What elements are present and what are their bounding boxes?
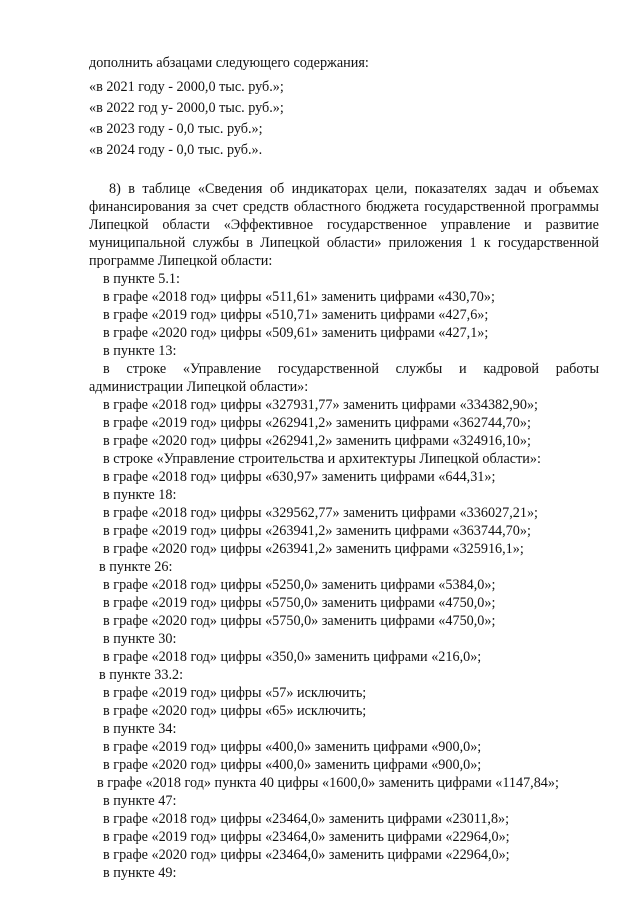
word: государственной	[277, 361, 379, 377]
point-heading: в пункте 13:	[103, 343, 177, 359]
word: объемах	[548, 181, 599, 197]
amendment-line: в графе «2020 год» цифры «5750,0» заменить цифрами «4750,0»;	[103, 613, 496, 629]
amendment-line: в графе «2019 год» цифры «5750,0» заменить цифрами «4750,0»;	[103, 595, 496, 611]
word: за	[195, 199, 207, 215]
amendment-line: в графе «2018 год» цифры «511,61» заменить цифрами «430,70»;	[103, 289, 495, 305]
word: бюджета	[366, 199, 420, 215]
word: 1	[469, 235, 477, 251]
row-heading-line: в строке «Управление строительства и архитектуры Липецкой области»:	[103, 451, 541, 467]
word: и	[533, 181, 542, 197]
section8-para-line: программе Липецкой области:	[89, 253, 273, 269]
word: задач	[494, 181, 527, 197]
intro-item: «в 2023 году - 0,0 тыс. руб.»;	[89, 121, 263, 137]
intro-item: «в 2022 год у- 2000,0 тыс. руб.»;	[89, 100, 284, 116]
word: и	[524, 217, 532, 233]
word: финансирования	[89, 199, 190, 215]
amendment-line: в графе «2019 год» цифры «262941,2» заменить цифрами «362744,70»;	[103, 415, 531, 431]
word: в	[103, 361, 110, 377]
word: в	[128, 181, 135, 197]
word: к	[483, 235, 491, 251]
word: управление	[440, 217, 511, 233]
word: развитие	[545, 217, 599, 233]
amendment-line: в графе «2019 год» цифры «263941,2» заменить цифрами «363744,70»;	[103, 523, 531, 539]
intro-line: дополнить абзацами следующего содержания:	[89, 55, 369, 71]
word: государственной	[424, 199, 526, 215]
word: показателях	[414, 181, 488, 197]
section8-para-line	[89, 234, 599, 252]
word: «Сведения	[197, 181, 263, 197]
intro-item: «в 2024 году - 0,0 тыс. руб.».	[89, 142, 263, 158]
amendment-line: в графе «2019 год» цифры «23464,0» заменить цифрами «22964,0»;	[103, 829, 510, 845]
word: приложения	[388, 235, 463, 251]
word: 8)	[109, 181, 121, 197]
amendment-line: в графе «2020 год» цифры «65» исключить;	[103, 703, 367, 719]
word: муниципальной	[89, 235, 186, 251]
word: государственной	[497, 235, 599, 251]
amendment-line: в графе «2018 год» цифры «630,97» заменить цифрами «644,31»;	[103, 469, 496, 485]
word: средств	[242, 199, 289, 215]
word: области	[162, 217, 210, 233]
word: программы	[530, 199, 599, 215]
point-heading: в пункте 5.1:	[103, 271, 180, 287]
word: строке	[126, 361, 167, 377]
amendment-line: в графе «2018 год» цифры «23464,0» заменить цифрами «23011,8»;	[103, 811, 510, 827]
word: государственное	[326, 217, 427, 233]
word: об	[269, 181, 285, 197]
intro-item: «в 2021 году - 2000,0 тыс. руб.»;	[89, 79, 284, 95]
section8-para-line	[109, 180, 599, 198]
word: кадровой	[483, 361, 540, 377]
point-heading: в пункте 49:	[103, 865, 177, 881]
word: службы	[192, 235, 240, 251]
word: счет	[212, 199, 238, 215]
word: «Эффективное	[223, 217, 314, 233]
amendment-line: в графе «2018 год» пункта 40 цифры «1600,0» заменить цифрами «1147,84»;	[97, 775, 559, 791]
point-heading: в пункте 47:	[103, 793, 177, 809]
row-heading-line: администрации Липецкой области»:	[89, 379, 309, 395]
point-heading: в пункте 18:	[103, 487, 177, 503]
section8-para-line	[89, 216, 599, 234]
amendment-line: в графе «2020 год» цифры «509,61» заменить цифрами «427,1»;	[103, 325, 489, 341]
word: Липецкой	[89, 217, 149, 233]
word: службы	[395, 361, 443, 377]
amendment-line: в графе «2019 год» цифры «510,71» заменить цифрами «427,6»;	[103, 307, 489, 323]
amendment-line: в графе «2018 год» цифры «350,0» заменить цифрами «216,0»;	[103, 649, 482, 665]
section8-para-line	[89, 198, 599, 216]
point-heading: в пункте 34:	[103, 721, 177, 737]
amendment-line: в графе «2019 год» цифры «400,0» заменить цифрами «900,0»;	[103, 739, 482, 755]
amendment-line: в графе «2020 год» цифры «262941,2» заменить цифрами «324916,10»;	[103, 433, 531, 449]
word: «Управление	[182, 361, 262, 377]
word: областного	[293, 199, 362, 215]
amendment-line: в графе «2020 год» цифры «23464,0» заменить цифрами «22964,0»;	[103, 847, 510, 863]
word: и	[459, 361, 467, 377]
amendment-line: в графе «2020 год» цифры «400,0» заменить цифрами «900,0»;	[103, 757, 482, 773]
word: области»	[326, 235, 382, 251]
amendment-line: в графе «2018 год» цифры «327931,77» заменить цифрами «334382,90»;	[103, 397, 538, 413]
amendment-line: в графе «2020 год» цифры «263941,2» заменить цифрами «325916,1»;	[103, 541, 524, 557]
point-heading: в пункте 26:	[99, 559, 173, 575]
point-heading: в пункте 30:	[103, 631, 177, 647]
word: индикаторах	[291, 181, 368, 197]
word: таблице	[142, 181, 191, 197]
word: работы	[555, 361, 599, 377]
row-heading-line	[103, 360, 599, 378]
word: Липецкой	[260, 235, 320, 251]
amendment-line: в графе «2018 год» цифры «329562,77» заменить цифрами «336027,21»;	[103, 505, 538, 521]
word: цели,	[375, 181, 408, 197]
amendment-line: в графе «2019 год» цифры «57» исключить;	[103, 685, 367, 701]
point-heading: в пункте 33.2:	[99, 667, 184, 683]
amendment-line: в графе «2018 год» цифры «5250,0» заменить цифрами «5384,0»;	[103, 577, 496, 593]
word: в	[246, 235, 253, 251]
